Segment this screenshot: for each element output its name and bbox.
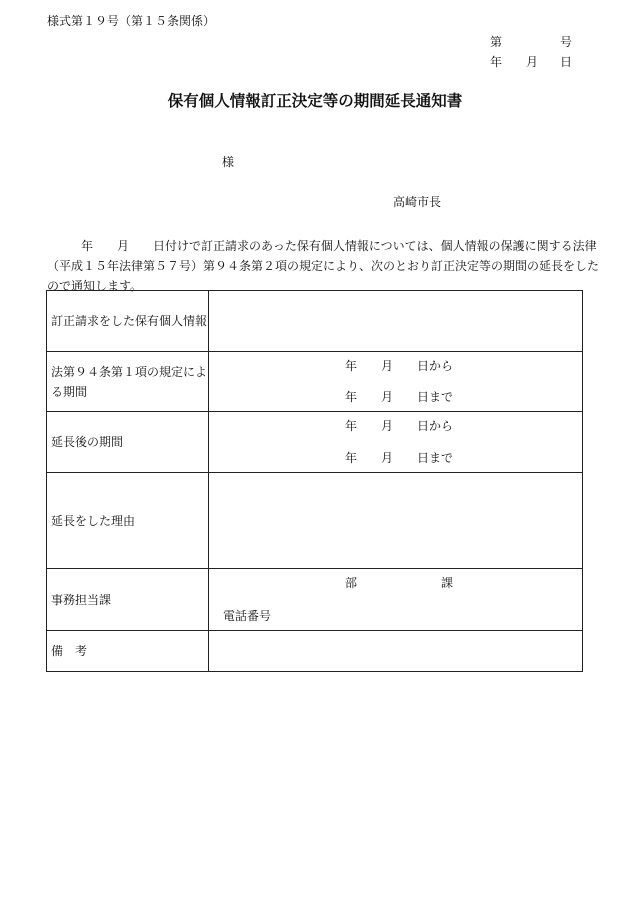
- body-line-1: 年 月 日付けで訂正請求のあった保有個人情報については、個人情報の保護に関する法律: [81, 239, 597, 253]
- document-title: 保有個人情報訂正決定等の期間延長通知書: [167, 91, 463, 110]
- table-row-reason: [47, 473, 583, 569]
- label-department: 事務担当課: [47, 569, 209, 631]
- doc-number-prefix: 第: [490, 35, 503, 49]
- body-line-3: ので通知します。: [47, 279, 143, 293]
- form-number: 様式第１９号（第１５条関係）: [47, 14, 216, 28]
- doc-number-suffix: 号: [560, 35, 573, 49]
- statutory-period-to: 年 月 日まで: [345, 390, 454, 404]
- body-text: [47, 236, 600, 296]
- label-statutory-period: 法第９４条第１項の規定による期間: [47, 352, 209, 412]
- statutory-period-from: 年 月 日から: [345, 359, 454, 373]
- form-table: [46, 290, 583, 672]
- table-row-remarks: [47, 631, 583, 672]
- department-division: 部 課: [345, 576, 454, 590]
- field-extended-period[interactable]: [209, 412, 583, 473]
- sender-name: 高崎市長: [393, 195, 442, 209]
- field-remarks[interactable]: [209, 631, 583, 672]
- date-day: 日: [560, 55, 573, 69]
- extended-period-to: 年 月 日まで: [345, 451, 454, 465]
- phone-number-label: 電話番号: [223, 609, 272, 623]
- date-year: 年: [490, 55, 503, 69]
- date-month: 月: [526, 55, 539, 69]
- table-row-department: [47, 569, 583, 631]
- extended-period-from: 年 月 日から: [345, 419, 454, 433]
- field-extension-reason[interactable]: [209, 473, 583, 569]
- label-extension-reason: 延長をした理由: [47, 473, 209, 569]
- field-statutory-period[interactable]: [209, 352, 583, 412]
- body-line-2: （平成１５年法律第５７号）第９４条第２項の規定により、次のとおり訂正決定等の期間の延長をした: [47, 259, 600, 273]
- table-row-extended: [47, 412, 583, 473]
- label-remarks: 備 考: [47, 631, 209, 672]
- label-extended-period: 延長後の期間: [47, 412, 209, 473]
- field-correction-info[interactable]: [209, 291, 583, 352]
- addressee-honorific: 様: [222, 155, 235, 169]
- label-correction-info: 訂正請求をした保有個人情報: [47, 291, 209, 352]
- table-row-info: [47, 291, 583, 352]
- field-department[interactable]: [209, 569, 583, 631]
- table-row-period: [47, 352, 583, 412]
